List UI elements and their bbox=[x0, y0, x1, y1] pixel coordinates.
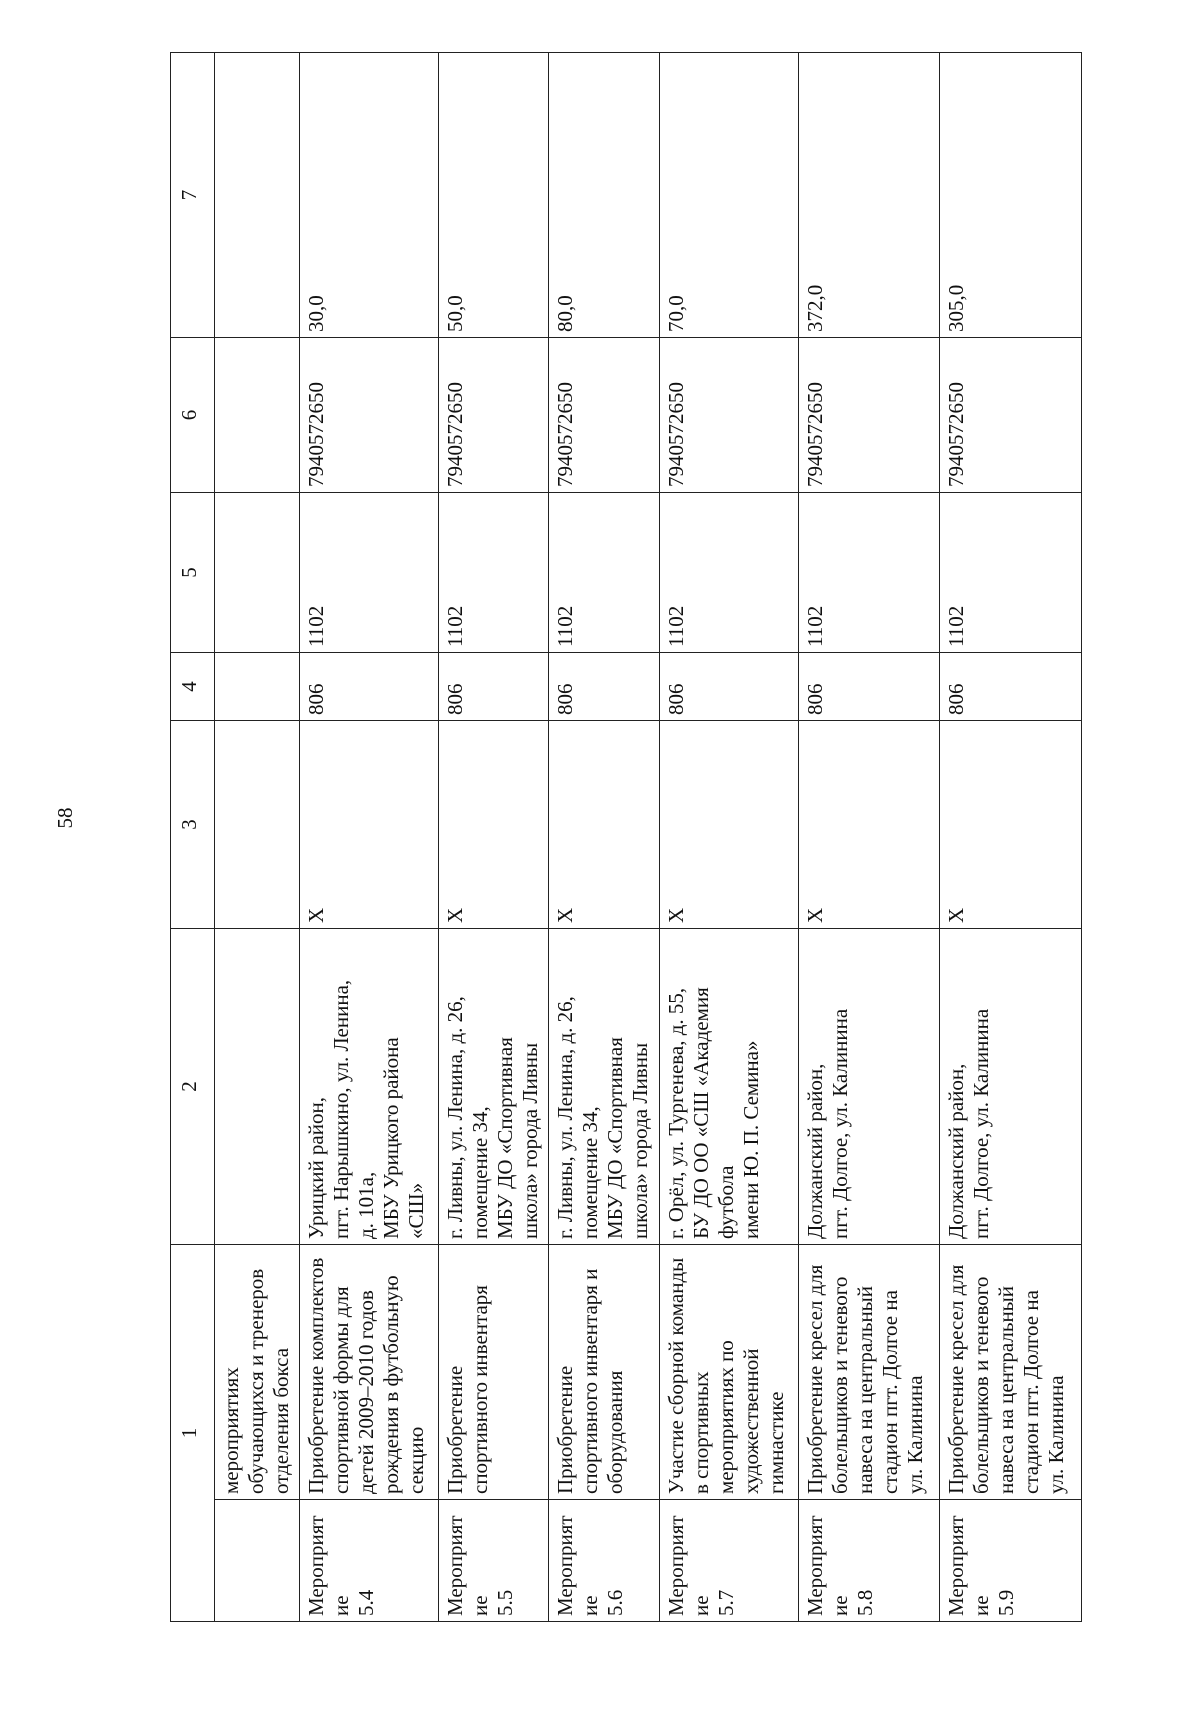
cell-col4: 806 bbox=[659, 653, 798, 721]
cell-col6: 7940572650 bbox=[798, 338, 939, 493]
rotated-table-frame bbox=[170, 53, 1082, 1622]
cell-col5: 1102 bbox=[438, 493, 548, 653]
cell-col3: Х bbox=[549, 721, 659, 929]
cell-col4 bbox=[214, 653, 299, 721]
table-row bbox=[299, 53, 438, 1622]
cell-col5: 1102 bbox=[939, 493, 1081, 653]
cell-col1: Мероприятие 5.5 bbox=[438, 1500, 548, 1622]
cell-col7: 372,0 bbox=[798, 53, 939, 338]
cell-col3: Х bbox=[939, 721, 1081, 929]
cell-col3: Х bbox=[299, 721, 438, 929]
cell-col1: Мероприятие 5.6 bbox=[549, 1500, 659, 1622]
header-cell-4: 4 bbox=[171, 653, 215, 721]
table-row bbox=[214, 53, 299, 1622]
cell-col6: 7940572650 bbox=[299, 338, 438, 493]
cell-col1: Мероприятие 5.7 bbox=[659, 1500, 798, 1622]
cell-description: мероприятиях обучающихся и тренеров отделения бокса bbox=[214, 1245, 299, 1500]
data-table bbox=[170, 52, 1082, 1622]
table-row bbox=[438, 53, 548, 1622]
header-row bbox=[171, 53, 215, 1622]
header-cell-3: 3 bbox=[171, 721, 215, 929]
cell-col3 bbox=[214, 721, 299, 929]
header-cell-7: 7 bbox=[171, 53, 215, 338]
cell-description: Приобретение кресел для болельщиков и теневого навеса на центральный стадион пгт. Долгое на ул. Калинина bbox=[798, 1245, 939, 1500]
cell-col4: 806 bbox=[438, 653, 548, 721]
cell-col7: 305,0 bbox=[939, 53, 1081, 338]
header-cell-6: 6 bbox=[171, 338, 215, 493]
cell-col4: 806 bbox=[549, 653, 659, 721]
cell-col2: Должанский район, пгт. Долгое, ул. Калинина bbox=[939, 929, 1081, 1245]
cell-col2: г. Ливны, ул. Ленина, д. 26, помещение 34, МБУ ДО «Спортивная школа» города Ливны bbox=[549, 929, 659, 1245]
cell-col1: Мероприятие 5.4 bbox=[299, 1500, 438, 1622]
cell-col7: 80,0 bbox=[549, 53, 659, 338]
header-cell-1: 1 bbox=[171, 1245, 215, 1622]
cell-col5: 1102 bbox=[549, 493, 659, 653]
cell-col2: Урицкий район, пгт. Нарышкино, ул. Ленина, д. 101а, МБУ Урицкого района «СШ» bbox=[299, 929, 438, 1245]
table-row bbox=[939, 53, 1081, 1622]
cell-col5: 1102 bbox=[798, 493, 939, 653]
cell-col7: 50,0 bbox=[438, 53, 548, 338]
cell-description: Приобретение спортивного инвентаря и оборудования bbox=[549, 1245, 659, 1500]
cell-col4: 806 bbox=[299, 653, 438, 721]
cell-col1 bbox=[214, 1500, 299, 1622]
cell-col5 bbox=[214, 493, 299, 653]
cell-col3: Х bbox=[438, 721, 548, 929]
cell-col3: Х bbox=[798, 721, 939, 929]
cell-description: Участие сборной команды в спортивных мероприятиях по художественной гимнастике bbox=[659, 1245, 798, 1500]
header-cell-5: 5 bbox=[171, 493, 215, 653]
cell-col4: 806 bbox=[939, 653, 1081, 721]
cell-description: Приобретение кресел для болельщиков и теневого навеса на центральный стадион пгт. Долгое на ул. Калинина bbox=[939, 1245, 1081, 1500]
cell-description: Приобретение спортивного инвентаря bbox=[438, 1245, 548, 1500]
cell-col7: 30,0 bbox=[299, 53, 438, 338]
cell-col2: г. Орёл, ул. Тургенева, д. 55, БУ ДО ОО «СШ «Академия футбола имени Ю. П. Семина» bbox=[659, 929, 798, 1245]
cell-col7: 70,0 bbox=[659, 53, 798, 338]
table-row bbox=[549, 53, 659, 1622]
cell-col6 bbox=[214, 338, 299, 493]
table-container bbox=[170, 53, 1082, 1622]
cell-col5: 1102 bbox=[659, 493, 798, 653]
table-row bbox=[798, 53, 939, 1622]
table-row bbox=[659, 53, 798, 1622]
cell-col6: 7940572650 bbox=[659, 338, 798, 493]
cell-col7 bbox=[214, 53, 299, 338]
page-number: 58 bbox=[53, 807, 77, 829]
cell-col2: Должанский район, пгт. Долгое, ул. Калинина bbox=[798, 929, 939, 1245]
cell-col4: 806 bbox=[798, 653, 939, 721]
cell-col2 bbox=[214, 929, 299, 1245]
cell-col1: Мероприятие 5.8 bbox=[798, 1500, 939, 1622]
cell-description: Приобретение комплектов спортивной формы для детей 2009–2010 годов рождения в футбольную секцию bbox=[299, 1245, 438, 1500]
cell-col3: Х bbox=[659, 721, 798, 929]
cell-col1: Мероприятие 5.9 bbox=[939, 1500, 1081, 1622]
cell-col6: 7940572650 bbox=[939, 338, 1081, 493]
cell-col5: 1102 bbox=[299, 493, 438, 653]
header-cell-2: 2 bbox=[171, 929, 215, 1245]
cell-col2: г. Ливны, ул. Ленина, д. 26, помещение 34, МБУ ДО «Спортивная школа» города Ливны bbox=[438, 929, 548, 1245]
cell-col6: 7940572650 bbox=[438, 338, 548, 493]
cell-col6: 7940572650 bbox=[549, 338, 659, 493]
